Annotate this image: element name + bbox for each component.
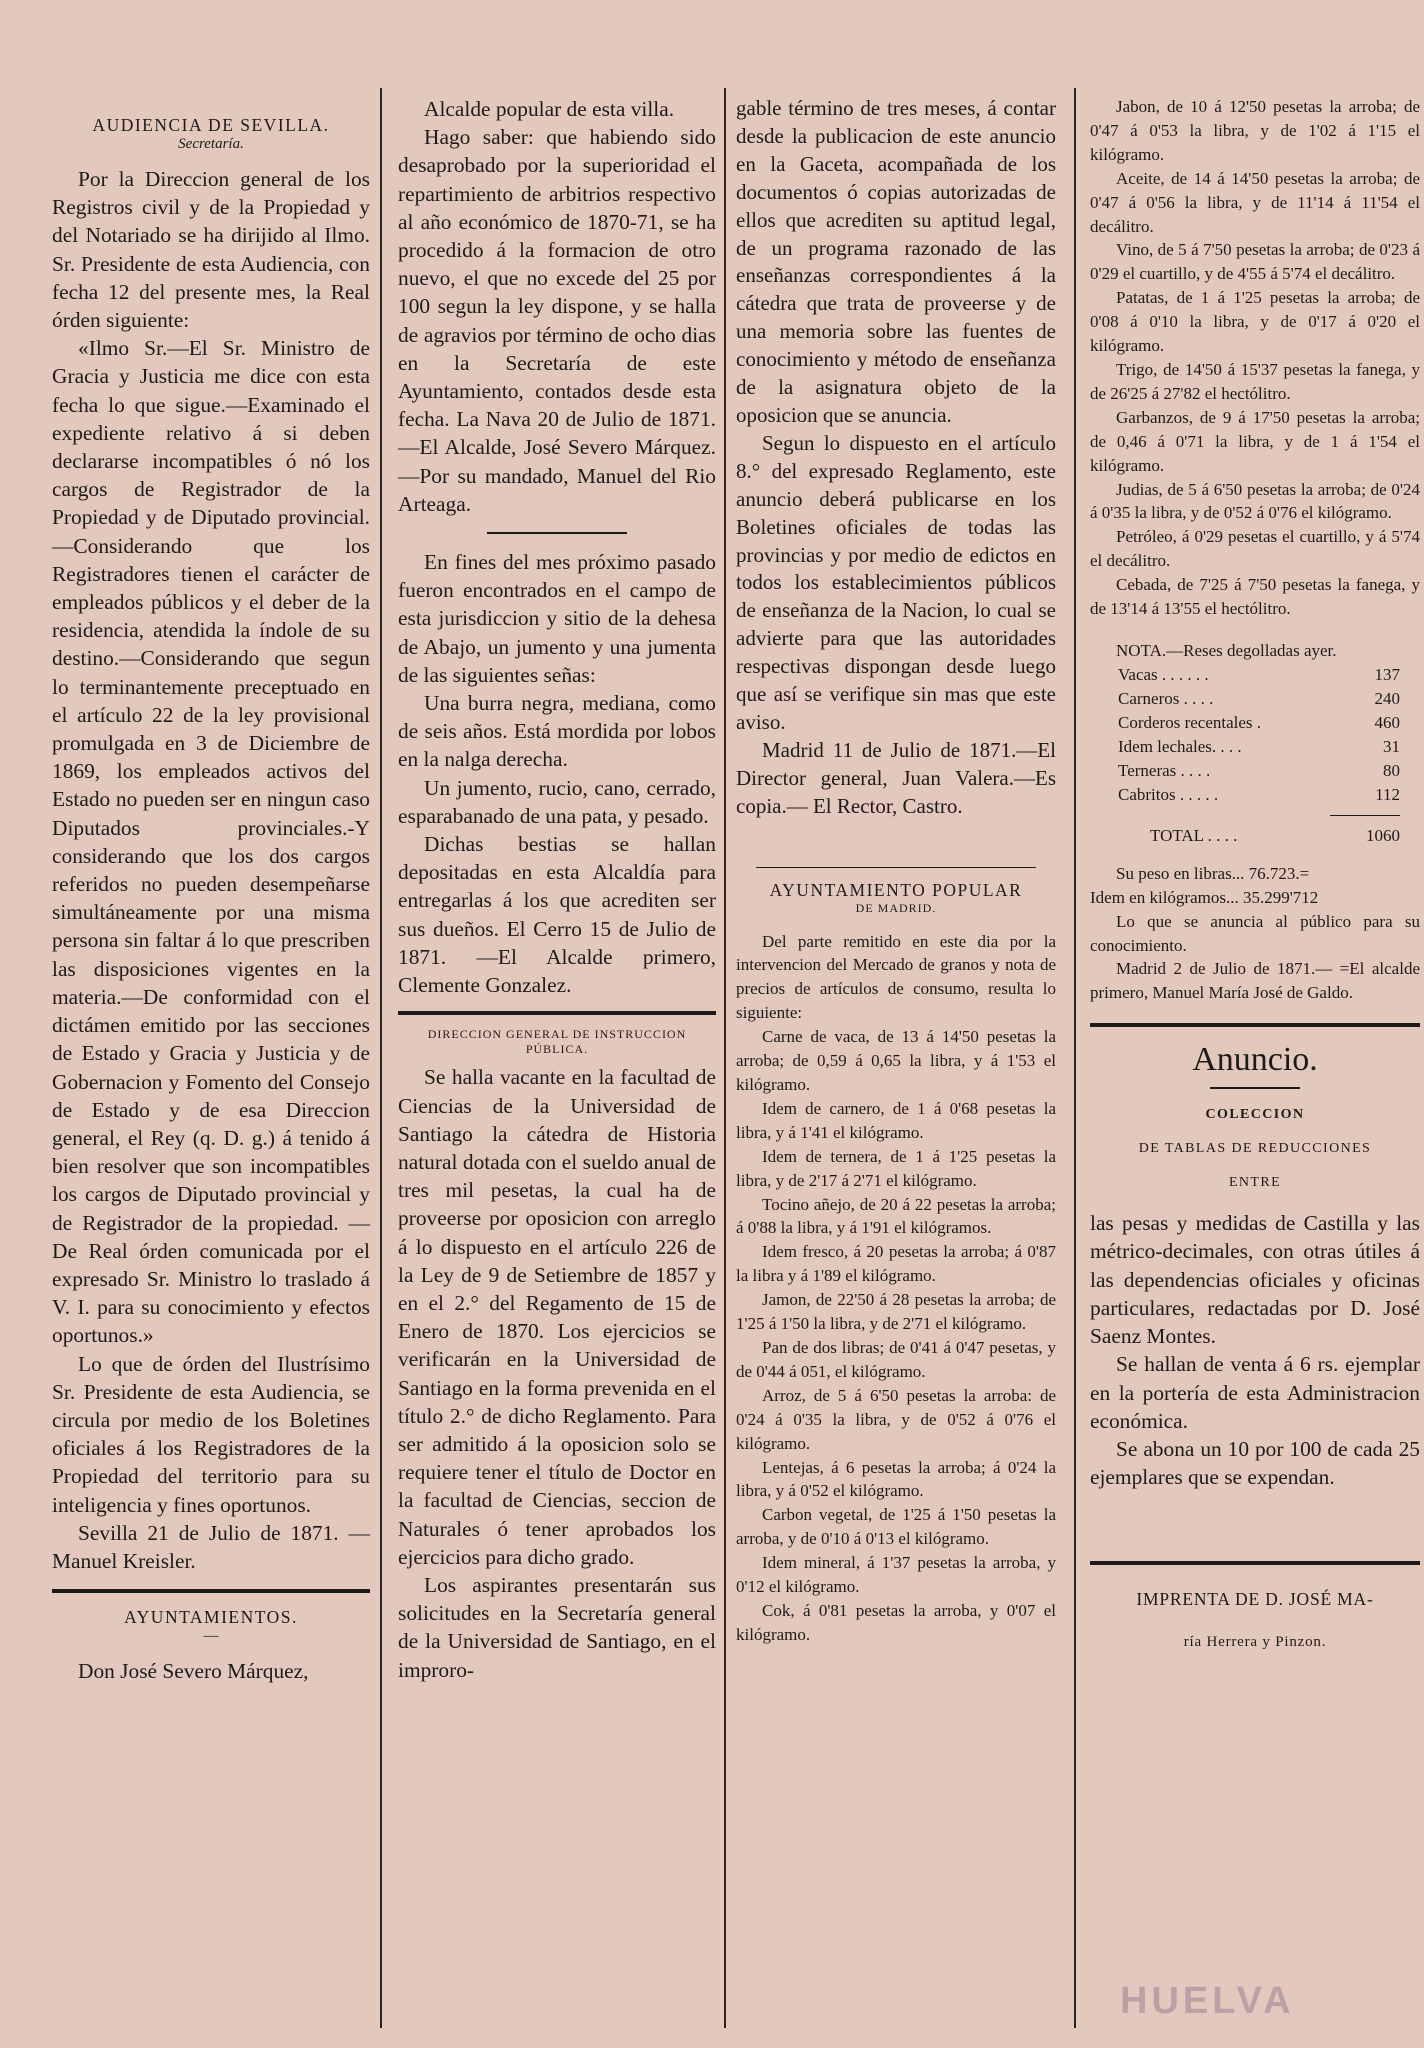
price-entry: Pan de dos libras; de 0'41 á 0'47 pesetas, y de 0'44 á 051, el kilógramo. <box>736 1337 1056 1381</box>
row-value: 240 <box>1374 688 1400 708</box>
row-label: Terneras . . . . <box>1118 760 1211 780</box>
price-entry: Carne de vaca, de 13 á 14'50 pesetas la arroba; de 0,59 á 0,65 la libra, y á 1'53 el kilógramo. <box>736 1027 1056 1094</box>
price-entry: Del parte remitido en este dia por la intervencion del Mercado de granos y nota de precios de artículos de consumo, resulta lo siguiente: <box>736 931 1056 1023</box>
paragraph: Una burra negra, mediana, como de seis años. Está mordida por lobos en la nalga derecha. <box>398 691 716 772</box>
paragraph: Alcalde popular de esta villa. <box>424 97 675 121</box>
sum-rule <box>1330 815 1400 816</box>
paragraph: Segun lo dispuesto en el artículo 8.° del expresado Reglamento, este anuncio deberá publicarse en los Boletines oficiales de todas las provincias y por medio de edictos en todos los establecimientos públicos de enseñanza de la Nacion, lo cual se advierte para que las autoridades respectivas dispongan desde luego que así se verifique sin mas que este aviso. <box>736 430 1056 734</box>
row-value: 137 <box>1374 664 1400 684</box>
paragraph: Madrid 11 de Julio de 1871.—El Director general, Juan Valera.—Es copia.— El Rector, Castro. <box>736 737 1056 818</box>
paragraph: Hago saber: que habiendo sido desaprobado por la superioridad el repartimiento de arbitrios respectivo al año económico de 1870-71, se ha procedido á la formacion de otro nuevo, el que no excede del 25 por 100 segun la ley dispone, y se halla de agravios por término de ocho dias en la Secretaría de este Ayuntamiento, contados desde esta fecha. La Nava 20 de Julio de 1871.—El Alcalde, José Severo Márquez.—Por su mandado, Manuel del Rio Arteaga. <box>398 125 716 516</box>
price-entry: Idem fresco, á 20 pesetas la arroba; á 0'87 la libra y á 1'89 el kilógramo. <box>736 1242 1056 1286</box>
column-2 <box>398 95 716 1684</box>
price-entry: Vino, de 5 á 7'50 pesetas la arroba; de 0'23 á 0'29 el cuartillo, y de 4'55 á 5'74 el decálitro. <box>1090 240 1420 284</box>
paragraph: «Ilmo Sr.—El Sr. Ministro de Gracia y Justicia me dice con esta fecha lo que sigue.—Examinado el expediente relativo á si deben declararse incompatibles ó nó los cargos de Registrador de la Propiedad y de Diputado provincial.—Considerando que los Registradores tienen el carácter de empleados públicos y el deber de la residencia, atendida la índole de su destino.—Considerando que segun lo terminantemente preceptuado en el artículo 22 de la ley provisional promulgada en 3 de Diciembre de 1869, los empleados activos del Estado no pueden ser en ningun caso Diputados provinciales.-Y considerando que los dos cargos referidos no pueden desempeñarse simultáneamente por una misma persona sin faltar á lo que prescriben las disposiciones vigentes en la materia.—De conformidad con el dictámen emitido por las secciones de Estado y Gracia y Justicia y de Gobernacion y Fomento del Consejo de Estado y de esa Direccion general, el Rey (q. D. g.) á tenido á bien resolver que son incompatibles los cargos de Diputado provincial y de Registrador de la propiedad. —De Real órden comunicada por el expresado Sr. Ministro lo traslado á V. I. para su conocimiento y efectos oportunos.» <box>52 336 370 1348</box>
tablas-heading: DE TABLAS DE REDUCCIONES <box>1138 1141 1372 1157</box>
divider <box>487 532 627 534</box>
column-4 <box>1090 95 1420 1655</box>
section-subtitle: Secretaría. <box>178 136 244 152</box>
row-label: Carneros . . . . <box>1118 688 1214 708</box>
table-row <box>1090 687 1420 711</box>
paragraph: Se hallan de venta á 6 rs. ejemplar en la portería de esta Administracion económica. <box>1090 1352 1420 1433</box>
entre-heading: ENTRE <box>1228 1175 1282 1191</box>
divider <box>52 1589 370 1593</box>
price-entry: Arroz, de 5 á 6'50 pesetas la arroba: de 0'24 á 0'35 la libra, y de 0'52 á 0'76 el kilógramo. <box>736 1385 1056 1453</box>
column-1 <box>52 95 370 1685</box>
price-entry: Tocino añejo, de 20 á 22 pesetas la arroba; á 0'88 la libra, y á 1'91 el kilógramos. <box>736 1194 1056 1238</box>
price-entry: Trigo, de 14'50 á 15'37 pesetas la fanega, y de 26'25 á 27'82 el hectólitro. <box>1090 359 1420 403</box>
paragraph: Madrid 2 de Julio de 1871.— =El alcalde primero, Manuel María José de Galdo. <box>1090 959 1420 1003</box>
total-row <box>1090 824 1420 848</box>
paragraph: Idem en kilógramos... 35.299'712 <box>1090 887 1319 907</box>
price-entry: Jamon, de 22'50 á 28 pesetas la arroba; de 1'25 á 1'50 la libra, y de 2'71 el kilógramo. <box>736 1290 1056 1334</box>
paragraph: Sevilla 21 de Julio de 1871. —Manuel Kreisler. <box>52 1520 370 1573</box>
paragraph: Su peso en libras... 76.723.= <box>1116 863 1310 883</box>
table-row <box>1090 711 1420 735</box>
divider <box>1090 1023 1420 1027</box>
row-label: Corderos recentales . <box>1118 712 1262 732</box>
nota-table <box>1090 663 1420 848</box>
price-entry: Jabon, de 10 á 12'50 pesetas la arroba; de 0'47 á 0'53 la libra, y de 1'02 á 1'15 el kilógramo. <box>1090 97 1420 164</box>
section-dash: — <box>203 1628 219 1645</box>
price-entry: Petróleo, á 0'29 pesetas el cuartillo, y á 5'74 el decálitro. <box>1090 527 1420 571</box>
column-rule <box>380 88 382 2028</box>
section-subtitle: DE MADRID. <box>855 900 937 915</box>
column-rule <box>1074 88 1076 2028</box>
table-row <box>1090 783 1420 807</box>
row-label: Vacas . . . . . . <box>1118 664 1209 684</box>
paragraph: Don José Severo Márquez, <box>78 1659 309 1684</box>
section-title: AYUNTAMIENTOS. <box>124 1607 298 1628</box>
row-label: Idem lechales. . . . <box>1118 736 1242 756</box>
row-value: 460 <box>1374 712 1400 732</box>
paragraph: Por la Direccion general de los Registros civil y de la Propiedad y del Notariado se ha dirijido al Ilmo. Sr. Presidente de esta Audiencia, con fecha 12 del presente mes, la Real órden siguiente: <box>52 167 370 333</box>
section-title: AYUNTAMIENTO POPULAR <box>769 879 1023 900</box>
total-value: 1060 <box>1366 825 1400 845</box>
price-entry: Cebada, de 7'25 á 7'50 pesetas la fanega, y de 13'14 á 13'55 el hectólitro. <box>1090 575 1420 619</box>
coleccion-heading: COLECCION <box>1205 1107 1305 1123</box>
price-entry: Cok, á 0'81 pesetas la arroba, y 0'07 el kilógramo. <box>736 1600 1056 1644</box>
table-row <box>1090 735 1420 759</box>
paragraph: Dichas bestias se hallan depositadas en esta Alcaldía para entregarlas á los que acrediten ser sus dueños. El Cerro 15 de Julio de 1871. —El Alcalde primero, Clemente Gonzalez. <box>398 832 716 998</box>
price-entry: Aceite, de 14 á 14'50 pesetas la arroba; de 0'47 á 0'56 la libra, y de 11'14 á 11'54 el decálitro. <box>1090 168 1420 236</box>
paragraph: Lo que de órden del Ilustrísimo Sr. Presidente de esta Audiencia, se circula por medio de los Boletines oficiales á los Registradores de la Propiedad del territorio para su inteligencia y fines oportunos. <box>52 1351 370 1517</box>
paragraph: Se halla vacante en la facultad de Ciencias de la Universidad de Santiago la cátedra de Historia natural dotada con el sueldo anual de tres mil pesetas, la cual ha de proveerse por oposicion con arreglo á lo dispuesto en el artículo 226 de la Ley de 9 de Setiembre de 1857 y en el 2.° del Regamento de 15 de Enero de 1870. Los ejercicios se verificarán en la Universidad de Santiago en la forma prevenida en el título 2.° de dicho Reglamento. Para ser admitido á la oposicion solo se requiere tener el título de Doctor en la facultad de Ciencias, seccion de Naturales ó tener aprobados los ejercicios para dicho grado. <box>398 1065 716 1569</box>
divider <box>1090 1561 1420 1565</box>
archive-stamp: HUELVA <box>1120 1980 1295 2022</box>
column-rule <box>724 88 726 2028</box>
column-3 <box>736 95 1056 1647</box>
row-label: Cabritos . . . . . <box>1118 784 1219 804</box>
row-value: 112 <box>1375 784 1400 804</box>
paragraph: En fines del mes próximo pasado fueron encontrados en el campo de esta jurisdiccion y sitio de la dehesa de Abajo, un jumento y una jumenta de las siguientes señas: <box>398 550 716 687</box>
price-entry: Idem mineral, á 1'37 pesetas la arroba, y 0'12 el kilógramo. <box>736 1553 1056 1597</box>
imprenta-line: ría Herrera y Pinzon. <box>1183 1634 1327 1651</box>
divider <box>398 1011 716 1015</box>
row-value: 31 <box>1383 736 1400 756</box>
price-entry: Judias, de 5 á 6'50 pesetas la arroba; de 0'24 á 0'35 la libra, y de 0'52 á 0'76 el kilógramo. <box>1090 479 1420 523</box>
price-entry: Lentejas, á 6 pesetas la arroba; á 0'24 la libra, y á 0'52 el kilógramo. <box>736 1457 1056 1501</box>
price-entry: Garbanzos, de 9 á 17'50 pesetas la arroba; de 0,46 á 0'71 la libra, y de 1 á 1'54 el kilógramo. <box>1090 407 1420 475</box>
section-title: DIRECCION GENERAL DE INSTRUCCION PÚBLICA. <box>427 1027 687 1057</box>
row-value: 80 <box>1383 760 1400 780</box>
total-label: TOTAL . . . . <box>1150 825 1238 845</box>
price-entry: Carbon vegetal, de 1'25 á 1'50 pesetas la arroba, y de 0'10 á 0'13 el kilógramo. <box>736 1505 1056 1549</box>
price-entry: Idem de ternera, de 1 á 1'25 pesetas la libra, y de 2'17 á 2'71 el kilógramo. <box>736 1146 1056 1190</box>
divider <box>1210 1087 1300 1089</box>
nota-title: NOTA.—Reses degolladas ayer. <box>1116 640 1337 660</box>
price-entry: Patatas, de 1 á 1'25 pesetas la arroba; de 0'08 á 0'10 la libra, y de 0'17 á 0'20 el kilógramo. <box>1090 288 1420 356</box>
imprenta-line: IMPRENTA DE D. JOSÉ MA- <box>1136 1589 1374 1610</box>
paragraph: gable término de tres meses, á contar desde la publicacion de este anuncio en la Gaceta, acompañada de los documentos ó copias autorizadas de ellos que acrediten su aptitud legal, de un programa razonado de las enseñanzas correspondientes á la cátedra que trata de proveerse y de una memoria sobre las fuentes de conocimiento y método de enseñanza de la asignatura objeto de la oposicion que se anuncia. <box>736 96 1056 427</box>
paragraph: Lo que se anuncia al público para su conocimiento. <box>1090 911 1420 955</box>
section-title: AUDIENCIA DE SEVILLA. <box>92 115 330 135</box>
price-entry: Idem de carnero, de 1 á 0'68 pesetas la libra, y á 1'41 el kilógramo. <box>736 1098 1056 1142</box>
paragraph: Un jumento, rucio, cano, cerrado, esparabanado de una pata, y pesado. <box>398 775 716 828</box>
table-row <box>1090 663 1420 687</box>
table-row <box>1090 759 1420 783</box>
paragraph: Se abona un 10 por 100 de cada 25 ejemplares que se expendan. <box>1090 1436 1420 1490</box>
paragraph: Los aspirantes presentarán sus solicitudes en la Secretaría general de la Universidad de Santiago, en el improro- <box>398 1572 716 1682</box>
anuncio-heading: Anuncio. <box>1192 1041 1318 1079</box>
paragraph: las pesas y medidas de Castilla y las métrico-decimales, con otras útiles á las dependencias oficiales y oficinas particulares, redactadas por D. José Saenz Montes. <box>1090 1211 1420 1349</box>
divider <box>756 867 1036 868</box>
